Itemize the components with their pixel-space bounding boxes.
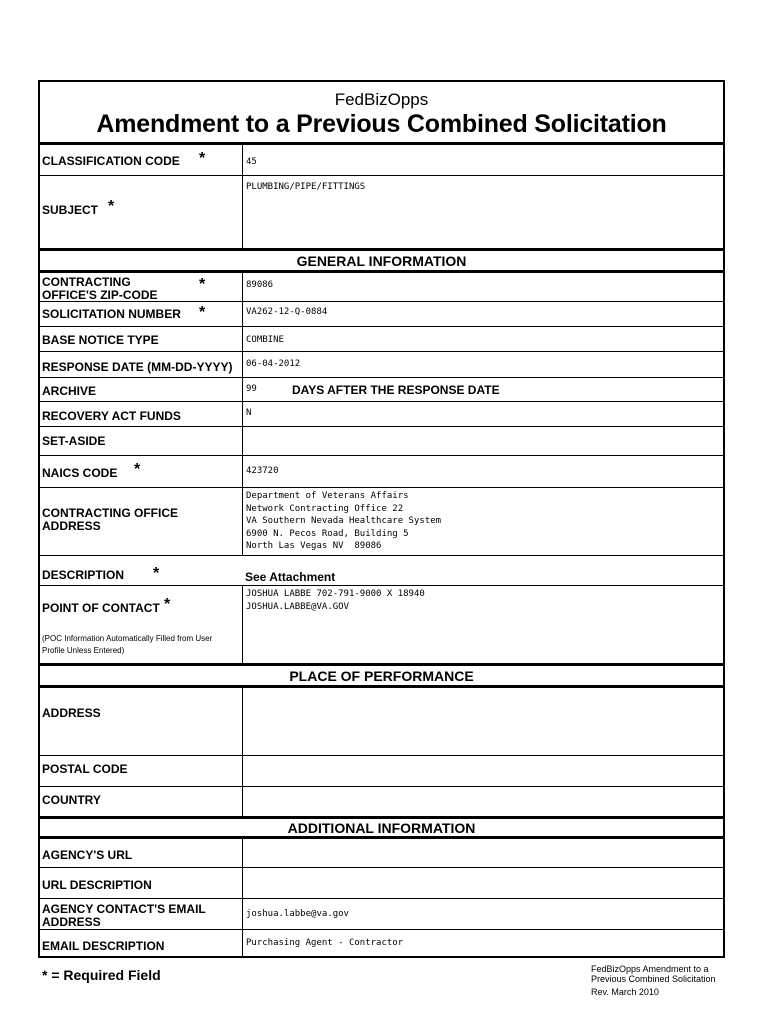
solicitation-number-value: VA262-12-Q-0884	[246, 307, 328, 317]
form-revision: Rev. March 2010	[591, 987, 659, 997]
contracting-office-address-label: CONTRACTING OFFICE ADDRESS	[42, 506, 178, 533]
response-date-value: 06-04-2012	[246, 359, 301, 369]
subject-label: SUBJECT	[42, 203, 99, 217]
point-of-contact-field[interactable]	[242, 586, 723, 663]
archive-label: ARCHIVE	[42, 384, 97, 398]
contracting-office-zip-label: CONTRACTING OFFICE'S ZIP-CODE	[42, 275, 158, 302]
section-general-information	[40, 248, 723, 270]
agency-email-label: AGENCY CONTACT'S EMAIL ADDRESS	[42, 902, 206, 929]
form-revision-info	[591, 964, 716, 997]
row-country	[40, 786, 723, 816]
archive-field[interactable]	[242, 378, 723, 401]
row-subject	[40, 175, 723, 248]
form-title: Amendment to a Previous Combined Solicitation	[96, 110, 667, 138]
base-notice-type-field[interactable]	[242, 327, 723, 351]
description-field[interactable]	[242, 556, 723, 585]
solicitation-number-field[interactable]	[242, 302, 723, 326]
agency-url-label: AGENCY'S URL	[42, 848, 133, 862]
url-description-field[interactable]	[242, 868, 723, 898]
row-pop-address	[40, 685, 723, 755]
agency-email-value: joshua.labbe@va.gov	[246, 909, 349, 919]
country-label: COUNTRY	[42, 793, 101, 807]
required-marker: *	[153, 565, 160, 582]
row-description	[40, 555, 723, 585]
row-recovery-act-funds	[40, 401, 723, 426]
agency-url-field[interactable]	[242, 839, 723, 867]
description-label: DESCRIPTION	[42, 568, 125, 582]
response-date-label: RESPONSE DATE (MM-DD-YYYY)	[42, 360, 233, 374]
set-aside-label: SET-ASIDE	[42, 434, 106, 448]
required-marker: *	[199, 150, 206, 167]
naics-code-label: NAICS CODE	[42, 466, 118, 480]
recovery-act-funds-field[interactable]	[242, 402, 723, 426]
country-field[interactable]	[242, 787, 723, 816]
row-point-of-contact	[40, 585, 723, 663]
contracting-office-zip-field[interactable]	[242, 273, 723, 301]
general-information-heading: GENERAL INFORMATION	[296, 253, 467, 269]
form-name-line-2: Previous Combined Solicitation	[591, 974, 716, 984]
section-additional-information	[40, 816, 723, 836]
point-of-contact-note: (POC Information Automatically Filled from User Profile Unless Entered)	[42, 634, 213, 655]
pop-address-label: ADDRESS	[42, 706, 101, 720]
base-notice-type-label: BASE NOTICE TYPE	[42, 333, 159, 347]
row-naics-code	[40, 455, 723, 487]
contracting-office-address-field[interactable]	[242, 488, 723, 555]
additional-information-heading: ADDITIONAL INFORMATION	[287, 820, 476, 836]
row-postal-code	[40, 755, 723, 786]
row-url-description	[40, 867, 723, 898]
required-field-note: * = Required Field	[42, 967, 161, 983]
contracting-office-address-value: Department of Veterans Affairs Network Contracting Office 22 VA Southern Nevada Healthcare System 6900 N. Pecos Road, Building 5 North Las Vegas NV 89086	[246, 491, 442, 551]
required-marker: *	[108, 198, 115, 215]
recovery-act-funds-value: N	[246, 408, 252, 418]
solicitation-number-label: SOLICITATION NUMBER	[42, 307, 181, 321]
base-notice-type-value: COMBINE	[246, 335, 284, 345]
recovery-act-funds-label: RECOVERY ACT FUNDS	[42, 409, 181, 423]
email-description-field[interactable]	[242, 930, 723, 956]
contracting-office-zip-value: 89086	[246, 280, 274, 290]
row-archive	[40, 377, 723, 401]
brand-name: FedBizOpps	[334, 90, 429, 109]
required-marker: *	[199, 276, 206, 293]
email-description-value: Purchasing Agent - Contractor	[246, 938, 404, 948]
naics-code-field[interactable]	[242, 456, 723, 487]
row-set-aside	[40, 426, 723, 455]
row-agency-url	[40, 836, 723, 867]
row-email-description	[40, 929, 723, 956]
set-aside-field[interactable]	[242, 427, 723, 455]
postal-code-field[interactable]	[242, 756, 723, 786]
row-base-notice-type	[40, 326, 723, 351]
response-date-field[interactable]	[242, 352, 723, 377]
subject-value: PLUMBING/PIPE/FITTINGS	[246, 182, 366, 192]
section-place-of-performance	[40, 663, 723, 685]
required-marker: *	[199, 304, 206, 321]
place-of-performance-heading: PLACE OF PERFORMANCE	[289, 668, 474, 684]
row-agency-email	[40, 898, 723, 929]
row-contracting-office-address	[40, 487, 723, 555]
postal-code-label: POSTAL CODE	[42, 762, 128, 776]
description-value: See Attachment	[245, 570, 336, 584]
url-description-label: URL DESCRIPTION	[42, 878, 152, 892]
agency-email-field[interactable]	[242, 899, 723, 929]
naics-code-value: 423720	[246, 466, 279, 476]
amendment-form	[38, 80, 725, 958]
pop-address-field[interactable]	[242, 688, 723, 755]
classification-code-label: CLASSIFICATION CODE	[42, 154, 180, 168]
email-description-label: EMAIL DESCRIPTION	[42, 939, 165, 953]
point-of-contact-value: JOSHUA LABBE 702-791-9000 X 18940 JOSHUA.LABBE@VA.GOV	[246, 589, 425, 612]
classification-code-field[interactable]	[242, 145, 723, 175]
required-marker: *	[134, 461, 141, 478]
row-response-date	[40, 351, 723, 377]
row-contracting-office-zip	[40, 270, 723, 301]
archive-value: 99	[246, 384, 257, 394]
row-solicitation-number	[40, 301, 723, 326]
classification-code-value: 45	[246, 157, 257, 167]
form-name-line-1: FedBizOpps Amendment to a	[591, 964, 709, 974]
required-marker: *	[164, 596, 171, 613]
point-of-contact-label: POINT OF CONTACT	[42, 601, 160, 615]
archive-suffix: DAYS AFTER THE RESPONSE DATE	[292, 383, 500, 397]
subject-field[interactable]	[242, 176, 723, 248]
row-classification-code	[40, 142, 723, 175]
